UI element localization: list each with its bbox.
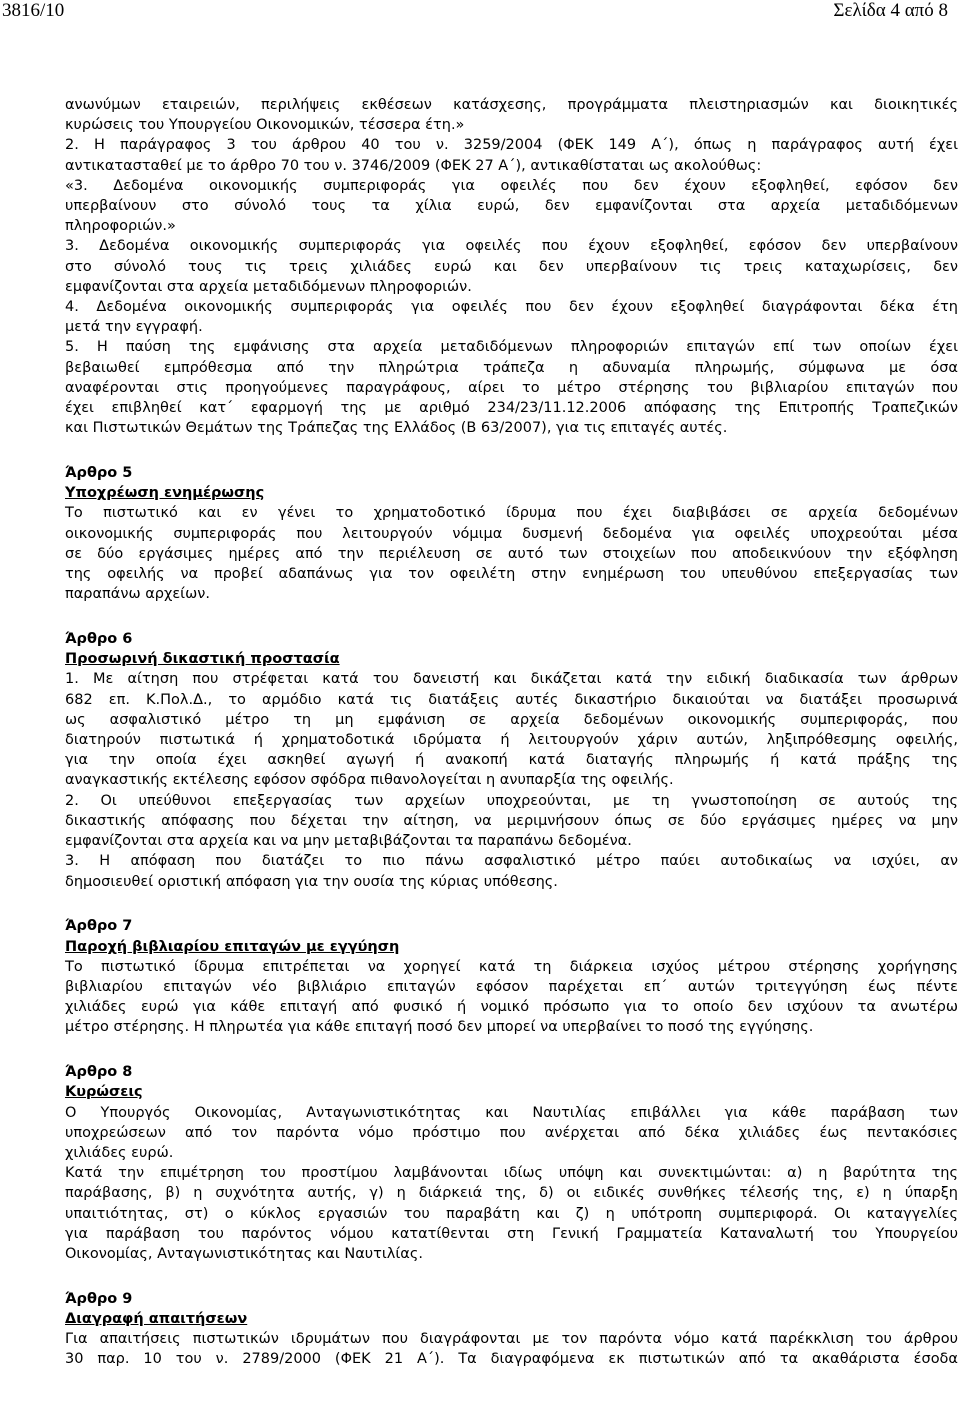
body-line: για παράβαση του παρόντος νόμου κατατίθενται στη Γενική Γραμματεία Καταναλωτή του Υπουργείου	[65, 1225, 958, 1242]
body-line: 2. Οι υπεύθυνοι επεξεργασίας των αρχείων υποχρεούνται, με τη γνωστοποίηση σε αυτούς της	[65, 792, 958, 809]
body-line: υπερβαίνουν στο σύνολό τους τα χίλια ευρώ, δεν εμφανίζονται στα αρχεία μεταδιδόμενων	[65, 198, 958, 215]
body-line: 1. Με αίτηση που στρέφεται κατά του δανειστή και δικάζεται κατά την ειδική διαδικασία των άρθρων	[65, 671, 958, 688]
body-line: 30 παρ. 10 του ν. 2789/2000 (ΦΕΚ 21 Α΄). Τα διαγραφόμενα εκ πιστωτικών από τα ακαθάριστα έσοδα	[65, 1351, 958, 1368]
body-line: υπαιτιότητας, στ) ο κύκλος εργασιών του παραβάτη και ζ) η υπότροπη συμπεριφορά. Οι καταγγελίες	[65, 1205, 958, 1222]
body-line: αναγκαστικής εκτέλεσης εφόσον σφόδρα πιθανολογείται η ανυπαρξία της οφειλής.	[65, 772, 674, 789]
article-section	[65, 1289, 958, 1370]
body-line: ως ασφαλιστικό μέτρο τη μη εμφάνιση σε αρχεία δεδομένων οικονομικής συμπεριφοράς, που	[65, 711, 958, 728]
body-line: σε δύο εργάσιμες ημέρες από την περιέλευση σε αυτό των στοιχείων που αποδεικνύουν την εξόφληση	[65, 545, 958, 562]
page-indicator: Σελίδα 4 από 8	[833, 0, 948, 21]
body-line: ανωνύμων εταιρειών, περιλήψεις εκθέσεων κατάσχεσης, προγράμματα πλειστηριασμών και διοικητικές	[65, 97, 958, 113]
body-line: Κατά την επιμέτρηση του προστίμου λαμβάνονται ιδίως υπόψη και συνεκτιμώνται: α) η βαρύτητα της	[65, 1165, 958, 1182]
body-line: δικαστικής απόφασης που δέχεται την αίτηση, να μεριμνήσουν όπως σε δύο εργάσιμες ημέρες να μην	[65, 812, 958, 829]
body-line: εμφανίζονται στα αρχεία μεταδιδόμενων πληροφοριών.	[65, 278, 472, 295]
document-number: 3816/10	[2, 0, 65, 21]
article-title: Υποχρέωση ενημέρωσης	[65, 485, 265, 502]
article-number: Άρθρο 7	[65, 918, 133, 935]
body-line: «3. Δεδομένα οικονομικής συμπεριφοράς για οφειλές που δεν έχουν εξοφληθεί, εφόσον δεν	[65, 177, 958, 194]
document-body	[65, 95, 958, 1370]
body-line: αναφέρονται στις προηγούμενες παραγράφους, αίρει το μέτρο στέρησης του βιβλιαρίου επιταγών που	[65, 379, 958, 396]
article-number: Άρθρο 5	[65, 465, 133, 482]
body-line: Το πιστωτικό ίδρυμα επιτρέπεται να χορηγεί κατά τη διάρκεια ισχύος μέτρου στέρησης χορήγησης	[65, 958, 958, 975]
article-title: Διαγραφή απαιτήσεων	[65, 1310, 248, 1327]
body-line: χιλιάδες ευρώ.	[65, 1144, 174, 1161]
article-section	[65, 1062, 958, 1264]
body-line: Το πιστωτικό και εν γένει το χρηματοδοτικό ίδρυμα που έχει διαβιβάσει σε αρχεία δεδομένων	[65, 505, 958, 522]
body-line: κυρώσεις του Υπουργείου Οικονομικών, τέσσερα έτη.»	[65, 117, 465, 134]
body-line: μετά την εγγραφή.	[65, 319, 203, 336]
body-line: μέτρο στέρησης. Η πληρωτέα για κάθε επιταγή ποσό δεν μπορεί να υπερβαίνει το ποσό της εγγύησης.	[65, 1019, 814, 1036]
article-section	[65, 629, 958, 892]
body-line: 4. Δεδομένα οικονομικής συμπεριφοράς για οφειλές που δεν έχουν εξοφληθεί διαγράφονται δέκα έτη	[65, 299, 958, 316]
body-line: παράβασης, β) η συχνότητα αυτής, γ) η διάρκειά της, δ) οι ειδικές συνθήκες τέλεσής της, ε) η ύπαρξη	[65, 1185, 958, 1202]
section-gap	[65, 438, 958, 463]
body-line: στο σύνολό τους τις τρεις χιλιάδες ευρώ και δεν υπερβαίνουν τις τρεις καταχωρίσεις, δεν	[65, 258, 958, 275]
section-gap	[65, 892, 958, 917]
body-line: Για απαιτήσεις πιστωτικών ιδρυμάτων που διαγράφονται με τον παρόντα νόμο κατά παρέκκλιση του άρθρου	[65, 1331, 958, 1348]
body-line: χιλιάδες ευρώ για κάθε επιταγή από φυσικό ή νομικό πρόσωπο για το οποίο δεν ισχύουν τα ανωτέρω	[65, 999, 958, 1016]
body-line: 5. Η παύση της εμφάνισης στα αρχεία μεταδιδόμενων πληροφοριών επιταγών επί των οποίων έχει	[65, 339, 958, 356]
body-line: υποχρεώσεων από τον παρόντα νόμο πρόστιμο που ανέρχεται από δέκα χιλιάδες έως πεντακόσιες	[65, 1124, 958, 1141]
body-line: αντικατασταθεί με το άρθρο 70 του ν. 3746/2009 (ΦΕΚ 27 Α΄), αντικαθίσταται ως ακολούθως:	[65, 157, 762, 174]
body-line: Οικονομίας, Ανταγωνιστικότητας και Ναυτιλίας.	[65, 1245, 423, 1262]
article-number: Άρθρο 9	[65, 1290, 133, 1307]
body-line: παραπάνω αρχείων.	[65, 586, 210, 603]
body-line: 3. Η απόφαση που διατάζει το πιο πάνω ασφαλιστικό μέτρο παύει αυτοδικαίως να ισχύει, αν	[65, 853, 958, 870]
body-line: έχει επιβληθεί κατ΄ εφαρμογή της με αριθμό 234/23/11.12.2006 απόφασης της Επιτροπής Τραπεζικών	[65, 400, 958, 417]
body-line: πληροφοριών.»	[65, 218, 176, 235]
body-line: 3. Δεδομένα οικονομικής συμπεριφοράς για οφειλές που έχουν εξοφληθεί, εφόσον δεν υπερβαίνουν	[65, 238, 958, 255]
body-line: για την οποία έχει ασκηθεί αγωγή ή ανακοπή κατά διαταγής πληρωμής ή κατά πράξης της	[65, 752, 958, 769]
section-gap	[65, 1038, 958, 1063]
article-section	[65, 463, 958, 604]
section-gap	[65, 604, 958, 629]
article-section	[65, 916, 958, 1037]
article-title: Παροχή βιβλιαρίου επιταγών με εγγύηση	[65, 938, 400, 955]
page-header	[0, 0, 960, 30]
intro-section	[65, 95, 958, 438]
body-line: βιβλιαρίου επιταγών νέο βιβλιάριο επιταγών εφόσον παρέχεται επ΄ αυτών τριτεγγύηση έως πέντε	[65, 978, 958, 995]
section-gap	[65, 1264, 958, 1289]
article-title: Προσωρινή δικαστική προστασία	[65, 651, 340, 668]
body-line: δημοσιευθεί οριστική απόφαση για την ουσία της κύριας υπόθεσης.	[65, 873, 558, 890]
body-line: διατηρούν πιστωτικά ή χρηματοδοτικά ιδρύματα ή λειτουργούν χάριν αυτών, ληξιπρόθεσμης οφειλής,	[65, 732, 958, 749]
body-line: 682 επ. Κ.Πολ.Δ., το αρμόδιο κατά τις διατάξεις αυτές δικαστήριο δικαιούται να διατάξει προσωρινά	[65, 691, 958, 708]
body-line: της οφειλής να προβεί αδαπάνως για τον οφειλέτη στην ενημέρωση του υπευθύνου επεξεργασίας των	[65, 566, 958, 583]
body-line: εμφανίζονται στα αρχεία και να μην μεταβιβάζονται τα παραπάνω δεδομένα.	[65, 833, 632, 850]
body-line: βεβαιωθεί εμπρόθεσμα από την πληρώτρια τράπεζα η αδυναμία πληρωμής, σύμφωνα με όσα	[65, 359, 958, 376]
article-number: Άρθρο 6	[65, 631, 133, 648]
body-line: οικονομικής συμπεριφοράς που λειτουργούν νόμιμα δυσμενή δεδομένα για οφειλές υποχρεούται μέσα	[65, 525, 958, 542]
body-line: Ο Υπουργός Οικονομίας, Ανταγωνιστικότητας και Ναυτιλίας επιβάλλει για κάθε παράβαση των	[65, 1104, 958, 1121]
body-line: και Πιστωτικών Θεμάτων της Τράπεζας της Ελλάδος (Β 63/2007), για τις επιταγές αυτές.	[65, 420, 728, 437]
body-line: 2. Η παράγραφος 3 του άρθρου 40 του ν. 3259/2004 (ΦΕΚ 149 Α΄), όπως η παράγραφος αυτή έχει	[65, 137, 958, 154]
article-title: Κυρώσεις	[65, 1084, 143, 1101]
article-number: Άρθρο 8	[65, 1064, 133, 1081]
